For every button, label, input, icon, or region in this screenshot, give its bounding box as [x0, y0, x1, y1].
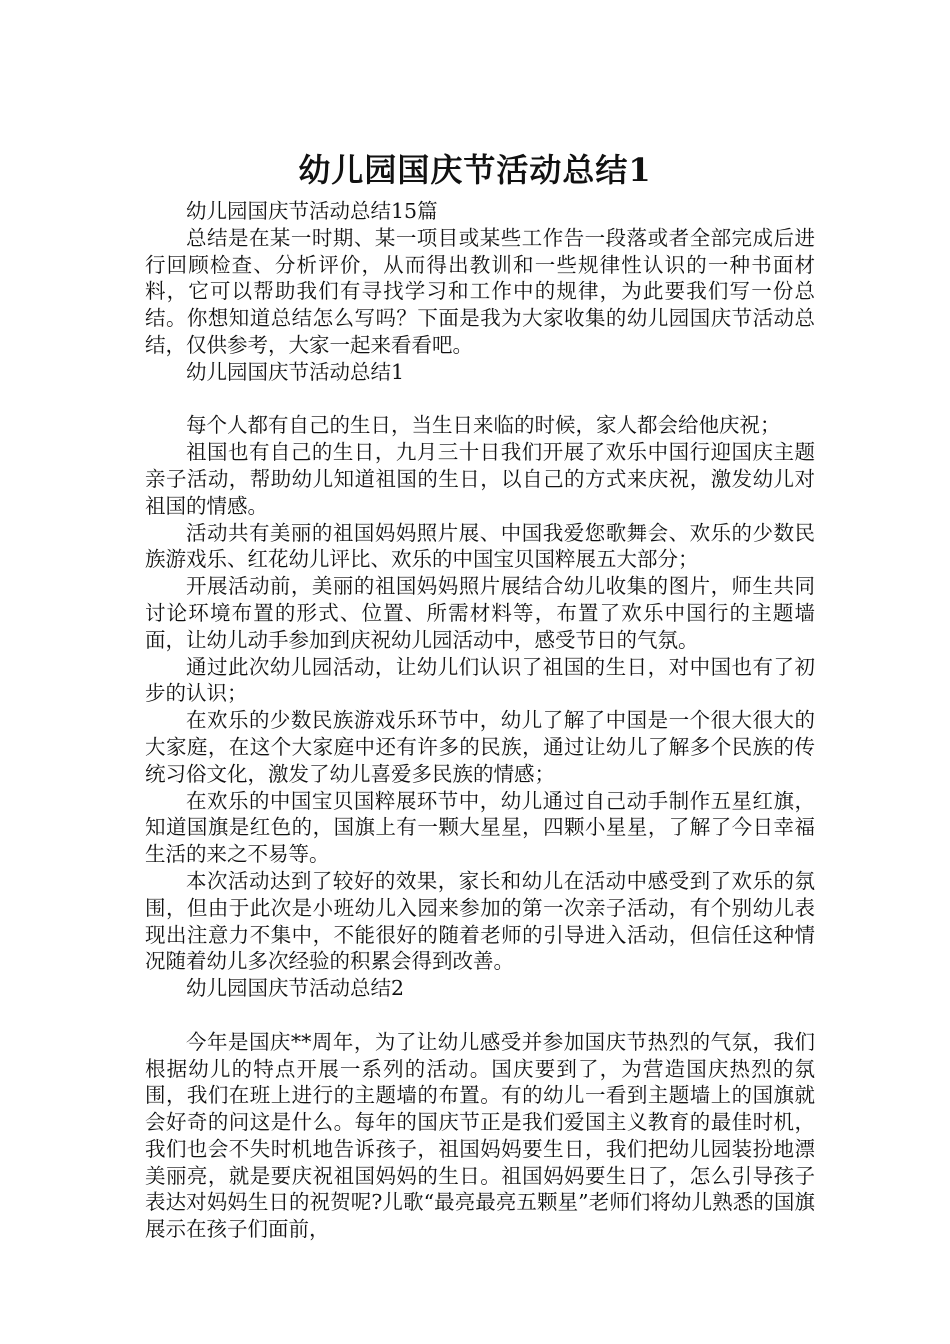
blank-line — [145, 386, 815, 413]
paragraph: 活动共有美丽的祖国妈妈照片展、中国我爱您歌舞会、欢乐的少数民族游戏乐、红花幼儿评比、欢乐的中国宝贝国粹展五大部分； — [145, 520, 815, 572]
paragraph: 在欢乐的中国宝贝国粹展环节中，幼儿通过自己动手制作五星红旗，知道国旗是红色的，国旗上有一颗大星星，四颗小星星，了解了今日幸福生活的来之不易等。 — [145, 788, 815, 867]
document-title: 幼儿园国庆节活动总结1 — [298, 151, 652, 190]
document-body — [145, 198, 815, 1243]
paragraph: 在欢乐的少数民族游戏乐环节中，幼儿了解了中国是一个很大很大的大家庭，在这个大家庭中还有许多的民族，通过让幼儿了解多个民族的传统习俗文化，激发了幼儿喜爱多民族的情感； — [145, 708, 815, 786]
paragraph: 通过此次幼儿园活动，让幼儿们认识了祖国的生日，对中国也有了初步的认识； — [145, 654, 815, 706]
blank-line — [145, 1002, 815, 1029]
paragraph: 今年是国庆**周年，为了让幼儿感受并参加国庆节热烈的气氛，我们根据幼儿的特点开展一系列的活动。国庆要到了，为营造国庆热烈的氛围，我们在班上进行的主题墙的布置。有的幼儿一看到主题墙上的国旗就会好奇的问这是什么。每年的国庆节正是我们爱国主义教育的最佳时机，我们也会不失时机地告诉孩子，祖国妈妈要生日，我们把幼儿园装扮地漂美丽亮，就是要庆祝祖国妈妈的生日。祖国妈妈要生日了，怎么引导孩子表达对妈妈生日的祝贺呢?儿歌“最亮最亮五颗星”老师们将幼儿熟悉的国旗展示在孩子们面前， — [145, 1029, 815, 1242]
paragraph-intro: 总结是在某一时期、某一项目或某些工作告一段落或者全部完成后进行回顾检查、分析评价，从而得出教训和一些规律性认识的一种书面材料，它可以帮助我们有寻找学习和工作中的规律，为此要我们写一份总结。你想知道总结怎么写吗？下面是我为大家收集的幼儿园国庆节活动总结，仅供参考，大家一起来看看吧。 — [145, 225, 815, 357]
section-heading-2: 幼儿园国庆节活动总结2 — [186, 976, 405, 1001]
paragraph: 祖国也有自己的生日，九月三十日我们开展了欢乐中国行迎国庆主题亲子活动，帮助幼儿知道祖国的生日，以自己的方式来庆祝，激发幼儿对祖国的情感。 — [145, 440, 815, 518]
paragraph-subtitle: 幼儿园国庆节活动总结15篇 — [186, 199, 438, 223]
paragraph: 本次活动达到了较好的效果，家长和幼儿在活动中感受到了欢乐的氛围，但由于此次是小班幼儿入园来参加的第一次亲子活动，有个别幼儿表现出注意力不集中，不能很好的随着老师的引导进入活动，但信任这种情况随着幼儿多次经验的积累会得到改善。 — [145, 868, 815, 974]
section-heading-1: 幼儿园国庆节活动总结1 — [186, 359, 405, 384]
paragraph: 开展活动前，美丽的祖国妈妈照片展结合幼儿收集的图片，师生共同讨论环境布置的形式、位置、所需材料等，布置了欢乐中国行的主题墙面，让幼儿动手参加到庆祝幼儿园活动中，感受节日的气氛。 — [145, 574, 815, 652]
paragraph: 每个人都有自己的生日，当生日来临的时候，家人都会给他庆祝； — [186, 413, 781, 438]
